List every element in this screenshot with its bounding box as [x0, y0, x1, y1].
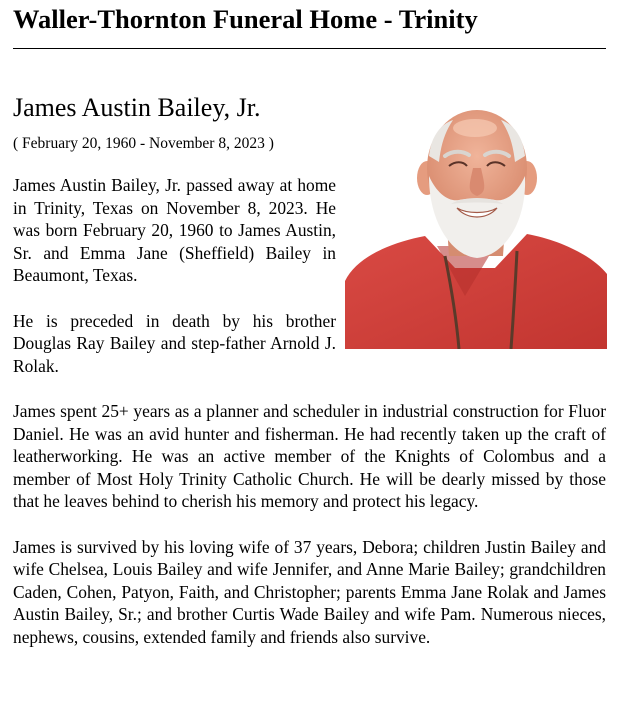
obituary-paragraph-1: James Austin Bailey, Jr. passed away at home in Trinity, Texas on November 8, 2023. He was born February 20, 1960 to James Austin, Sr. and Emma Jane (Sheffield) Bailey in Beaumont, Texas. [13, 175, 336, 285]
portrait-photo [345, 106, 607, 349]
obituary-paragraph-3: James spent 25+ years as a planner and scheduler in industrial construction for Fluor Daniel. He was an avid hunter and fisherman. He had recently taken up the craft of leatherworking. He was an active member of the Knights of Colombus and a member of Most Holy Trinity Catholic Church. He will be dearly missed by those that he leaves behind to cherish his memory and protect his legacy. [13, 401, 606, 511]
obituary-paragraph-2: He is preceded in death by his brother Douglas Ray Bailey and step-father Arnold J. Rolak. [13, 310, 336, 376]
header-divider [13, 48, 606, 49]
obituary-name: James Austin Bailey, Jr. [13, 93, 261, 122]
obituary-dates: ( February 20, 1960 - November 8, 2023 ) [13, 135, 274, 152]
portrait-illustration [345, 106, 607, 349]
site-title: Waller-Thornton Funeral Home - Trinity [13, 4, 478, 34]
obituary-paragraph-4: James is survived by his loving wife of 37 years, Debora; children Justin Bailey and wife Chelsea, Louis Bailey and wife Jennifer, and Anne Marie Bailey; grandchildren Caden, Cohen, Patyon, Faith, and Christopher; parents Emma Jane Rolak and James Austin Bailey, Sr.; and brother Curtis Wade Bailey and wife Pam. Numerous nieces, nephews, cousins, extended family and friends also survive. [13, 536, 606, 647]
